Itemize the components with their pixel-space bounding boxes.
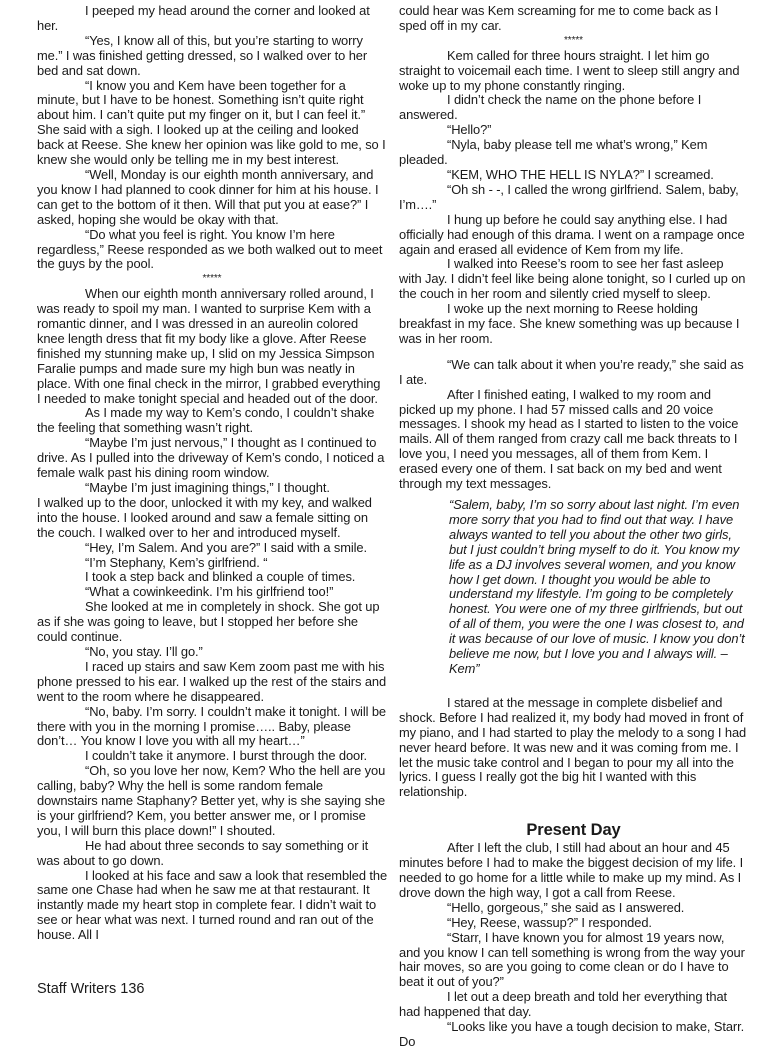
scene-break: ***** (202, 273, 222, 285)
paragraph: After I finished eating, I walked to my room and picked up my phone. I had 57 missed calls and 20 voice messages. I shook my head as I started to listen to the voice mails. All of them ranged from crazy call me back threats to I love you, I need you messages, all of them from Kem. I erased every one of them. I sat back on my bed and went through my text messages. (399, 386, 739, 492)
paragraph: “Looks like you have a tough decision to make, Starr. Do (399, 1019, 745, 1049)
paragraph: “We can talk about it when you’re ready,” she said as I ate. (399, 356, 744, 387)
paragraph: “Hey, I’m Salem. And you are?” I said with a smile. (85, 539, 367, 555)
paragraph: “Nyla, baby please tell me what’s wrong,” Kem pleaded. (399, 137, 708, 168)
paragraph: “What a cowinkeedink. I’m his girlfriend too!” (85, 584, 334, 600)
paragraph: “Yes, I know all of this, but you’re starting to worry me.” I was finished getting dressed, so I walked over to her bed and sat down. (37, 32, 368, 78)
left-column (37, 4, 387, 943)
paragraph: “I know you and Kem have been together for a minute, but I have to be honest. Something isn’t quite right about him. I can’t quite put my finger on it, but I can feel it.” She said with a sigh. I looked up at the ceiling and looked back at Reese. She knew her opinion was like gold to me, so I knew she would only be telling me in my best interest. (37, 77, 386, 168)
paragraph: “KEM, WHO THE HELL IS NYLA?” I screamed. (447, 166, 714, 182)
paragraph: I walked into Reese’s room to see her fast asleep with Jay. I didn’t feel like being alone tonight, so I curled up on the couch in her room and silently cried myself to sleep. (399, 256, 746, 302)
paragraph: I took a step back and blinked a couple of times. (85, 569, 356, 585)
paragraph: I raced up stairs and saw Kem zoom past me with his phone pressed to his ear. I walked up the rest of the stairs and went to the room where he disappeared. (37, 658, 387, 704)
paragraph: “No, you stay. I’ll go.” (85, 643, 203, 659)
paragraph: I let out a deep breath and told her everything that had happened that day. (399, 989, 728, 1020)
scene-break: ***** (564, 34, 583, 46)
paragraph: “Oh, so you love her now, Kem? Who the hell are you calling, baby? Why the hell is some random female downstairs name Staphany? Better yet, why is she saying she is your girlfriend? Kem, you better answer me, or I promise you, I will burn this place down!” I shouted. (37, 763, 386, 838)
paragraph: “No, baby. I’m sorry. I couldn’t make it tonight. I will be there with you in the morning I promise….. Baby, please don’t… You know I love you with all my heart…” (37, 703, 386, 749)
paragraph: He had about three seconds to say something or it was about to go down. (37, 837, 369, 868)
paragraph: I stared at the message in complete disbelief and shock. Before I had realized it, my body had moved in front of my piano, and I had started to play the melody to a song I had never heard before. It was new and it was coming from me. I let the music take control and I began to pour my all into the lyrics. I guess I really got the big hit I wanted with this relationship. (399, 694, 747, 800)
section-heading: Present Day (526, 821, 621, 840)
paragraph: “Oh sh - -, I called the wrong girlfriend. Salem, baby, I’m….” (399, 181, 739, 212)
paragraph: Kem called for three hours straight. I let him go straight to voicemail each time. I went to sleep still angry and woke up to my phone constantly ringing. (399, 47, 740, 93)
paragraph: “Do what you feel is right. You know I’m here regardless,” Reese responded as we both walked out to meet the guys by the pool. (37, 226, 383, 272)
paragraph: “Well, Monday is our eighth month anniversary, and you know I had planned to cook dinner for him at his house. I can get to the bottom of it then. Will that put you at ease?” I asked, hoping she would be okay with that. (37, 166, 379, 227)
paragraph: I couldn’t take it anymore. I burst through the door. (85, 748, 368, 764)
paragraph: When our eighth month anniversary rolled around, I was ready to spoil my man. I wanted to surprise Kem with a romantic dinner, and I was dressed in an aureolin colored knee length dress that fit my body like a glove. After Reese finished my stunning make up, I slid on my Jessica Simpson Faralie pumps and made sure my high bun was neatly in place. With one final check in the mirror, I grabbed everything I needed to make tonight special and headed out of the door. (37, 286, 381, 406)
paragraph: could hear was Kem screaming for me to come back as I sped off in my car. (399, 3, 719, 33)
paragraph: “Starr, I have known you for almost 19 years now, and you know I can tell something is wrong from the way your hair moves, so are you going to come clean or do I have to beat it out of you?” (399, 929, 745, 990)
right-column (399, 4, 748, 1050)
text-message-quote: “Salem, baby, I’m so sorry about last night. I’m even more sorry that you had to find out that way. I have always wanted to tell you about the other two girls, but I just couldn’t bring myself to do it. You know my life as a DJ involves several women, and you know how I get down. I thought you would be able to understand my lifestyle. I’m going to be completely honest. You were one of my three girlfriends, but out of all of them, you were the one I was closest to, and it was because of our love of music. I know you don’t believe me now, but I love you and I always will. –Kem” (449, 497, 745, 676)
paragraph: I walked up to the door, unlocked it with my key, and walked into the house. I looked around and saw a female sitting on the couch. I walked over to her and introduced myself. (37, 494, 372, 540)
paragraph: She looked at me in completely in shock. She got up as if she was going to leave, but I stopped her before she could continue. (37, 599, 380, 645)
paragraph: “Maybe I’m just nervous,” I thought as I continued to drive. As I pulled into the driveway of Kem’s condo, I noticed a female walk past his dining room window. (37, 435, 385, 481)
paragraph: “Hey, Reese, wassup?” I responded. (447, 914, 652, 930)
paragraph: I hung up before he could say anything else. I had officially had enough of this drama. I went on a rampage once again and erased all evidence of Kem from my life. (399, 211, 745, 257)
page-footer: Staff Writers 136 (37, 981, 145, 997)
paragraph: I peeped my head around the corner and looked at her. (37, 3, 370, 33)
paragraph: As I made my way to Kem’s condo, I couldn’t shake the feeling that something wasn’t right. (37, 405, 375, 436)
paragraph: I woke up the next morning to Reese holding breakfast in my face. She knew something was up because I was in her room. (399, 301, 740, 346)
paragraph: “I’m Stephany, Kem’s girlfriend. “ (85, 554, 268, 570)
paragraph: “Maybe I’m just imagining things,” I thought. (85, 480, 330, 495)
paragraph: I didn’t check the name on the phone before I answered. (399, 92, 702, 123)
paragraph: “Hello?” (447, 122, 492, 138)
paragraph: After I left the club, I still had about an hour and 45 minutes before I had to make the biggest decision of my life. I needed to go home for a little while to make up my mind. As I drove down the high way, I got a call from Reese. (399, 840, 744, 900)
paragraph: I looked at his face and saw a look that resembled the same one Chase had when he saw me at that restaurant. It instantly made my heart stop in complete fear. I didn’t wait to see or hear what was next. I turned round and ran out of the house. All I (37, 867, 388, 943)
paragraph: “Hello, gorgeous,” she said as I answered. (447, 899, 685, 915)
